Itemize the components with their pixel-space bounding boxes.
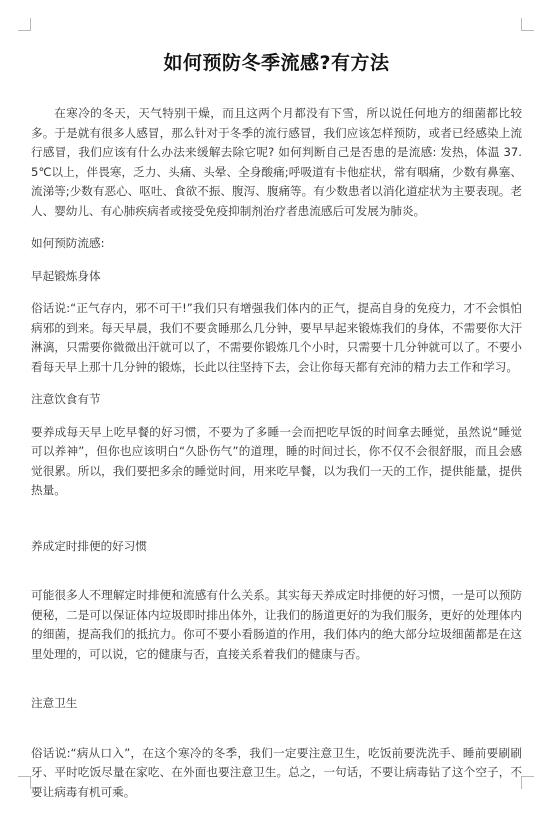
section-body-hygiene: 俗话说:“病从口入”，在这个寒冷的冬季，我们一定要注意卫生，吃饭前要洗洗手、睡前要刷刷牙、平时吃饭尽量在家吃、在外面也要注意卫生。总之，一句话，不要让病毒钻了这个空子，不要让病毒有机可乘。	[31, 745, 522, 799]
page-corner-mark	[521, 18, 534, 31]
section-body-diet: 要养成每天早上吃早餐的好习惯，不要为了多睡一会而把吃早饭的时间拿去睡觉，虽然说“睡觉可以养神”，但你也应该明白“久卧伤气”的道理，睡的时间过长，你不仅不会很舒服，而且会感觉很累。所以，我们要把多余的睡觉时间，用来吃早餐，以为我们一天的工作，提供能量，提供热量。	[31, 424, 522, 497]
how-to-prevent-heading: 如何预防流感:	[31, 236, 105, 250]
page-corner-mark	[521, 776, 534, 789]
document-body	[31, 48, 522, 815]
intro-paragraph: 在寒冷的冬天，天气特别干燥，而且这两个月都没有下雪，所以说任何地方的细菌都比较多。于是就有很多人感冒，那么针对于冬季的流行感冒，我们应该怎样预防，或者已经感染上流行感冒，我们应该有什么办法来缓解去除它呢? 如何判断自己是否患的是流感: 发热，体温 37.5℃以上，伴畏寒，乏力、头痛、头晕、全身酸痛;呼吸道有卡他症状，常有咽痛，少数有鼻塞、流涕等;少数有恶心、呕吐、食欲不振、腹泻、腹痛等。有少数患者以消化道症状为主要表现。老人、婴幼儿、有心肺疾病者或接受免疫抑制剂治疗者患流感后可发展为肺炎。	[31, 106, 522, 218]
page-corner-mark	[18, 18, 31, 31]
section-heading-exercise: 早起锻炼身体	[31, 268, 101, 283]
section-body-exercise: 俗话说:“正气存内，邪不可干!”我们只有增强我们体内的正气，提高自身的免疫力，才不会惧怕病邪的到来。每天早晨，我们不要贪睡那么几分钟，要早早起来锻炼我们的身体，不需要你大汗淋漓，只需要你微微出汗就可以了，不需要你锻炼几个小时，只需要十几分钟就可以了。不要小看每天早上那十几分钟的锻炼，长此以往坚持下去，会让你每天都有充沛的精力去工作和学习。	[31, 301, 522, 374]
section-heading-hygiene: 注意卫生	[31, 696, 78, 710]
section-heading-bowel: 养成定时排便的好习惯	[31, 538, 147, 553]
page-corner-mark	[18, 776, 31, 789]
section-body-bowel: 可能很多人不理解定时排便和流感有什么关系。其实每天养成定时排便的好习惯，一是可以预防便秘，二是可以保证体内垃圾即时排出体外，让我们的肠道更好的为我们服务，更好的处理体内的细菌，提高我们的抵抗力。你可不要小看肠道的作用，我们体内的绝大部分垃圾细菌都是在这里处理的，可以说，它的健康与否，直接关系着我们的健康与否。	[31, 588, 522, 661]
section-heading-diet: 注意饮食有节	[31, 392, 101, 406]
document-title: 如何预防冬季流感?有方法	[163, 52, 390, 74]
